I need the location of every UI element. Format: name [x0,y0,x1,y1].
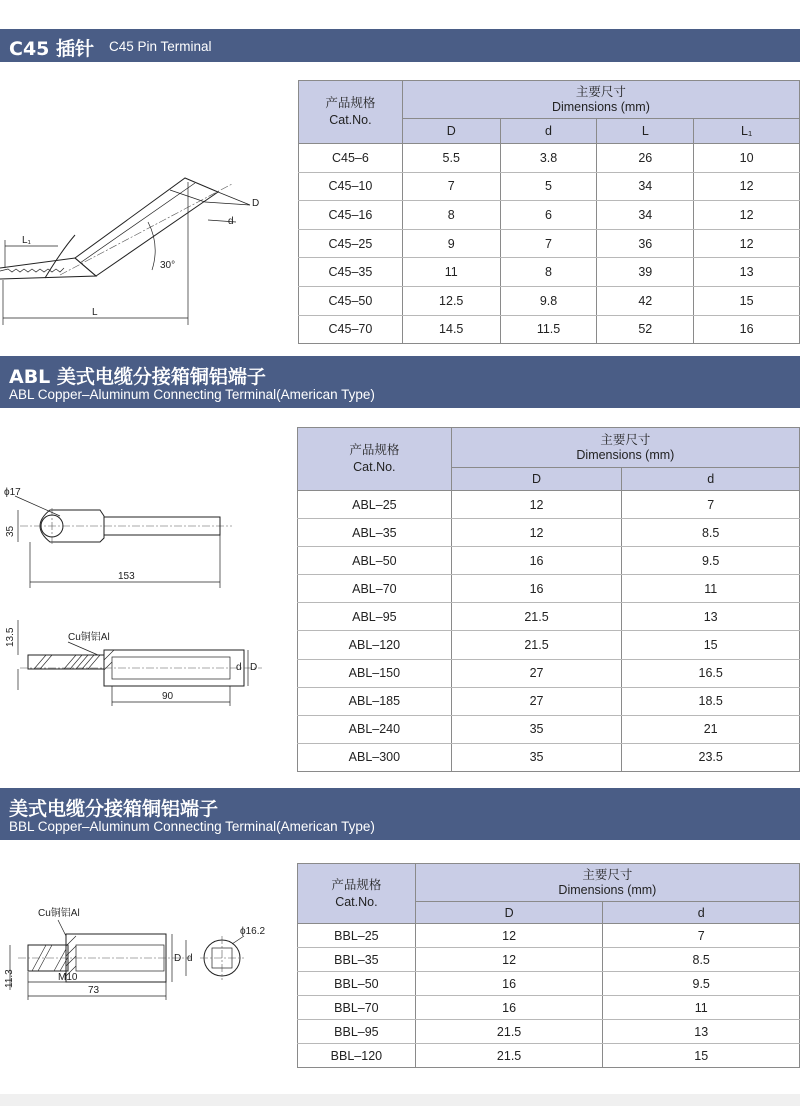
cell-value: 11 [603,996,800,1020]
col-D: D [451,468,622,491]
label-13-5: 13.5 [5,627,16,647]
section-header-abl [0,356,800,408]
cell-cat-no: BBL–70 [298,996,416,1020]
label-d: d [187,953,193,964]
table-row [298,491,800,519]
table-row [298,1044,800,1068]
cell-value: 6 [500,201,597,230]
cell-cat-no: ABL–185 [298,687,452,715]
cell-value: 16 [415,972,603,996]
table-row [299,144,800,173]
c45-rows [299,144,800,344]
table-row [299,229,800,258]
header-dimensions: 主要尺寸 Dimensions (mm) [415,864,799,902]
col-L1: L₁ [694,119,800,144]
cell-value: 9.8 [500,286,597,315]
cell-value: 23.5 [622,743,800,771]
table-row [299,258,800,287]
cell-value: 16 [451,547,622,575]
cell-cat-no: ABL–120 [298,631,452,659]
header-cat: 产品规格 Cat.No. [298,428,452,491]
cell-value: 8.5 [622,519,800,547]
label-phi17: ϕ17 [4,487,21,498]
cell-value: 14.5 [402,315,500,344]
cell-value: 21.5 [451,603,622,631]
label-cu-al: Cu铜铝Al [68,632,110,643]
label-d: d [228,216,234,227]
cell-cat-no: C45–25 [299,229,403,258]
cell-value: 12 [694,172,800,201]
cell-value: 27 [451,659,622,687]
col-L: L [597,119,694,144]
cell-value: 10 [694,144,800,173]
cell-cat-no: C45–6 [299,144,403,173]
col-d: d [603,902,800,924]
cell-value: 39 [597,258,694,287]
table-row [298,631,800,659]
cell-value: 12.5 [402,286,500,315]
label-D: D [174,953,182,964]
cell-value: 16 [415,996,603,1020]
table-row [299,315,800,344]
cell-value: 34 [597,172,694,201]
section-header-c45 [0,29,800,62]
cell-cat-no: C45–35 [299,258,403,287]
cell-value: 7 [603,924,800,948]
cell-value: 52 [597,315,694,344]
cell-value: 12 [451,519,622,547]
bbl-rows [298,924,800,1068]
label-cu-al: Cu铜铝Al [38,908,80,919]
cell-cat-no: C45–10 [299,172,403,201]
cell-value: 12 [415,924,603,948]
cell-value: 7 [500,229,597,258]
label-90: 90 [162,691,174,702]
abl-drawing [0,480,295,710]
cell-value: 8 [500,258,597,287]
label-angle: 30° [160,260,176,271]
table-row [298,996,800,1020]
cell-value: 7 [622,491,800,519]
label-11-3: 11.3 [4,969,15,988]
cell-value: 36 [597,229,694,258]
cell-cat-no: C45–70 [299,315,403,344]
cell-value: 21.5 [415,1044,603,1068]
header-cat: 产品规格 Cat.No. [299,81,403,144]
cell-value: 11.5 [500,315,597,344]
cell-cat-no: BBL–95 [298,1020,416,1044]
cell-value: 9 [402,229,500,258]
table-row [298,687,800,715]
label-73: 73 [88,985,100,996]
label-D: D [252,198,260,209]
cell-value: 8.5 [603,948,800,972]
table-row [298,924,800,948]
cell-value: 16.5 [622,659,800,687]
cell-value: 15 [694,286,800,315]
table-row [298,1020,800,1044]
cell-value: 12 [451,491,622,519]
cell-cat-no: C45–16 [299,201,403,230]
col-D: D [402,119,500,144]
cell-value: 18.5 [622,687,800,715]
c45-drawing [0,150,295,330]
cell-value: 3.8 [500,144,597,173]
label-35: 35 [5,525,16,537]
cell-value: 12 [415,948,603,972]
label-phi16-2: ϕ16.2 [240,926,266,937]
table-row [298,603,800,631]
label-153: 153 [118,571,135,582]
table-row [298,547,800,575]
table-row [298,972,800,996]
table-row [299,201,800,230]
cell-cat-no: BBL–120 [298,1044,416,1068]
cell-value: 35 [451,715,622,743]
header-dimensions: 主要尺寸 Dimensions (mm) [451,428,799,468]
header-dimensions: 主要尺寸 Dimensions (mm) [402,81,799,119]
cell-value: 15 [622,631,800,659]
cell-cat-no: ABL–300 [298,743,452,771]
header-cat: 产品规格 Cat.No. [298,864,416,924]
table-row [298,743,800,771]
label-m10: M10 [58,972,78,983]
cell-cat-no: ABL–150 [298,659,452,687]
section-title-zh: C45 插针 [9,38,94,60]
table-row [299,172,800,201]
table-row [298,519,800,547]
label-L1: L₁ [22,235,31,246]
cell-value: 5.5 [402,144,500,173]
cell-value: 7 [402,172,500,201]
cell-value: 9.5 [603,972,800,996]
abl-rows [298,491,800,772]
section-title-zh: 美式电缆分接箱铜铝端子 [9,798,219,820]
section-title-zh: ABL 美式电缆分接箱铜铝端子 [9,366,266,388]
footer-strip [0,1094,800,1106]
cell-value: 21.5 [451,631,622,659]
cell-value: 16 [451,575,622,603]
table-row [298,575,800,603]
cell-value: 8 [402,201,500,230]
section-title-en: ABL Copper–Aluminum Connecting Terminal(American Type) [9,387,375,402]
cell-value: 35 [451,743,622,771]
section-title-en: C45 Pin Terminal [109,39,212,54]
cell-cat-no: ABL–25 [298,491,452,519]
cell-value: 34 [597,201,694,230]
table-row [298,948,800,972]
label-d: d [236,662,242,673]
cell-value: 27 [451,687,622,715]
cell-value: 21 [622,715,800,743]
cell-value: 5 [500,172,597,201]
cell-value: 15 [603,1044,800,1068]
cell-cat-no: ABL–95 [298,603,452,631]
cell-value: 13 [622,603,800,631]
cell-cat-no: ABL–35 [298,519,452,547]
cell-cat-no: ABL–50 [298,547,452,575]
cell-cat-no: C45–50 [299,286,403,315]
cell-value: 12 [694,229,800,258]
cell-value: 42 [597,286,694,315]
table-row [299,286,800,315]
cell-cat-no: BBL–35 [298,948,416,972]
label-D: D [250,662,258,673]
cell-value: 12 [694,201,800,230]
bbl-drawing [0,900,295,1020]
cell-value: 11 [622,575,800,603]
cell-value: 16 [694,315,800,344]
cell-cat-no: BBL–50 [298,972,416,996]
col-d: d [500,119,597,144]
table-row [298,715,800,743]
cell-value: 13 [694,258,800,287]
cell-value: 26 [597,144,694,173]
cell-value: 13 [603,1020,800,1044]
abl-spec-table [297,427,800,772]
cell-value: 11 [402,258,500,287]
label-L: L [92,307,98,318]
section-header-bbl [0,788,800,840]
cell-value: 21.5 [415,1020,603,1044]
cell-value: 9.5 [622,547,800,575]
cell-cat-no: ABL–240 [298,715,452,743]
cell-cat-no: ABL–70 [298,575,452,603]
table-row [298,659,800,687]
col-d: d [622,468,800,491]
c45-spec-table [298,80,800,344]
section-title-en: BBL Copper–Aluminum Connecting Terminal(American Type) [9,819,375,834]
cell-cat-no: BBL–25 [298,924,416,948]
col-D: D [415,902,603,924]
bbl-spec-table [297,863,800,1068]
